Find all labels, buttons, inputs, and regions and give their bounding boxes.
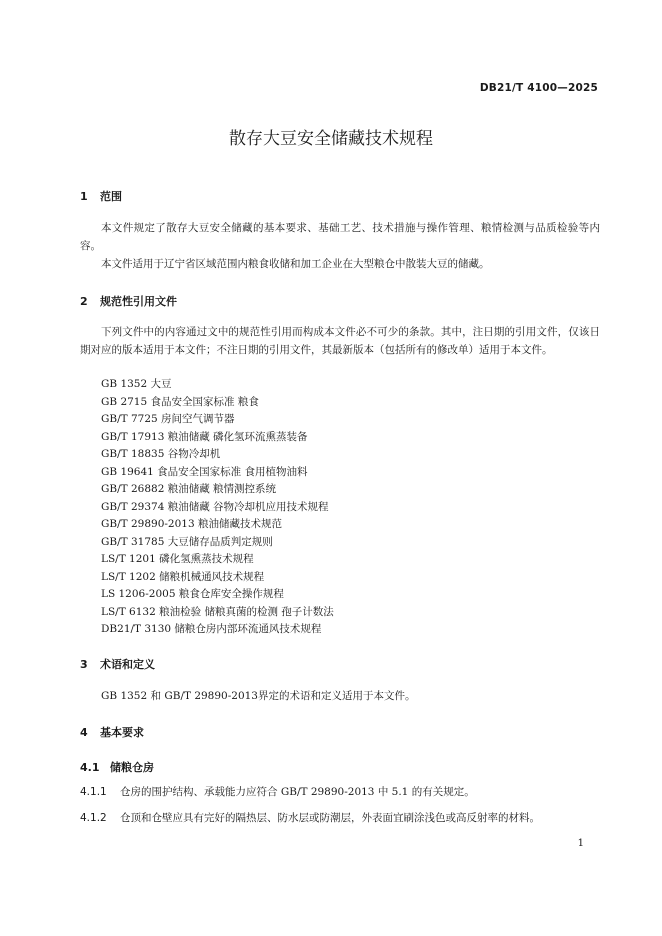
section-number: 1 [80,190,88,203]
clause-number: 4.1.1 [80,786,107,798]
section-title: 基本要求 [100,726,144,739]
section-title: 规范性引用文件 [100,295,177,308]
reference-list [101,376,334,639]
section-number: 3 [80,658,88,671]
clause-4-1-1 [80,784,600,802]
reference-item: GB 1352 大豆 [101,378,172,390]
scope-paragraph-2: 本文件适用于辽宁省区域范围内粮食收储和加工企业在大型粮仓中散装大豆的储藏。 [101,258,490,270]
reference-item: DB21/T 3130 储粮仓房内部环流通风技术规程 [101,623,322,635]
clause-text: 仓房的围护结构、承载能力应符合 GB/T 29890-2013 中 5.1 的有关规定。 [120,786,475,798]
clause-4-1-2 [80,810,600,828]
section-1-heading [80,188,122,204]
reference-item: GB/T 29374 粮油储藏 谷物冷却机应用技术规程 [101,500,329,513]
references-intro: 下列文件中的内容通过文中的规范性引用而构成本文件必不可少的条款。其中，注日期的引用文件，仅该日期对应的版本适用于本文件；不注日期的引用文件，其最新版本（包括所有的修改单）适用于本文件。 [80,326,600,356]
terms-paragraph: GB 1352 和 GB/T 29890-2013界定的术语和定义适用于本文件。 [101,690,416,702]
reference-item: GB 2715 食品安全国家标准 粮食 [101,395,259,408]
clause-number: 4.1.2 [80,812,107,824]
clause-text: 仓顶和仓壁应具有完好的隔热层、防水层或防潮层，外表面宜刷涂浅色或高反射率的材料。 [120,812,540,824]
subsection-title: 储粮仓房 [110,761,154,774]
reference-item: LS/T 1201 磷化氢熏蒸技术规程 [101,553,254,565]
page-number: 1 [577,838,584,849]
section-title: 术语和定义 [100,658,155,671]
reference-item: GB/T 29890-2013 粮油储藏技术规范 [101,518,282,530]
reference-item: GB/T 18835 谷物冷却机 [101,448,221,460]
subsection-number: 4.1 [80,761,100,774]
section-2-heading [80,293,177,309]
section-number: 4 [80,726,88,739]
document-title: 散存大豆安全储藏技术规程 [229,129,433,149]
standard-number: DB21/T 4100—2025 [479,82,598,94]
reference-item: GB/T 31785 大豆储存品质判定规则 [101,535,273,548]
section-title: 范围 [100,190,122,203]
section-number: 2 [80,295,88,308]
scope-paragraph-1: 本文件规定了散存大豆安全储藏的基本要求、基础工艺、技术措施与操作管理、粮情检测与品质检验等内容。 [80,222,600,252]
reference-item: GB 19641 食品安全国家标准 食用植物油料 [101,465,308,478]
reference-item: GB/T 17913 粮油储藏 磷化氢环流熏蒸装备 [101,430,308,443]
reference-item: LS/T 6132 粮油检验 储粮真菌的检测 孢子计数法 [101,605,334,618]
reference-item: GB/T 26882 粮油储藏 粮情测控系统 [101,483,277,495]
reference-item: LS/T 1202 储粮机械通风技术规程 [101,570,265,583]
subsection-4-1-heading [80,759,154,775]
section-4-heading [80,724,144,740]
section-3-heading [80,656,155,672]
reference-item: LS 1206-2005 粮食仓库安全操作规程 [101,588,284,600]
reference-item: GB/T 7725 房间空气调节器 [101,413,235,425]
